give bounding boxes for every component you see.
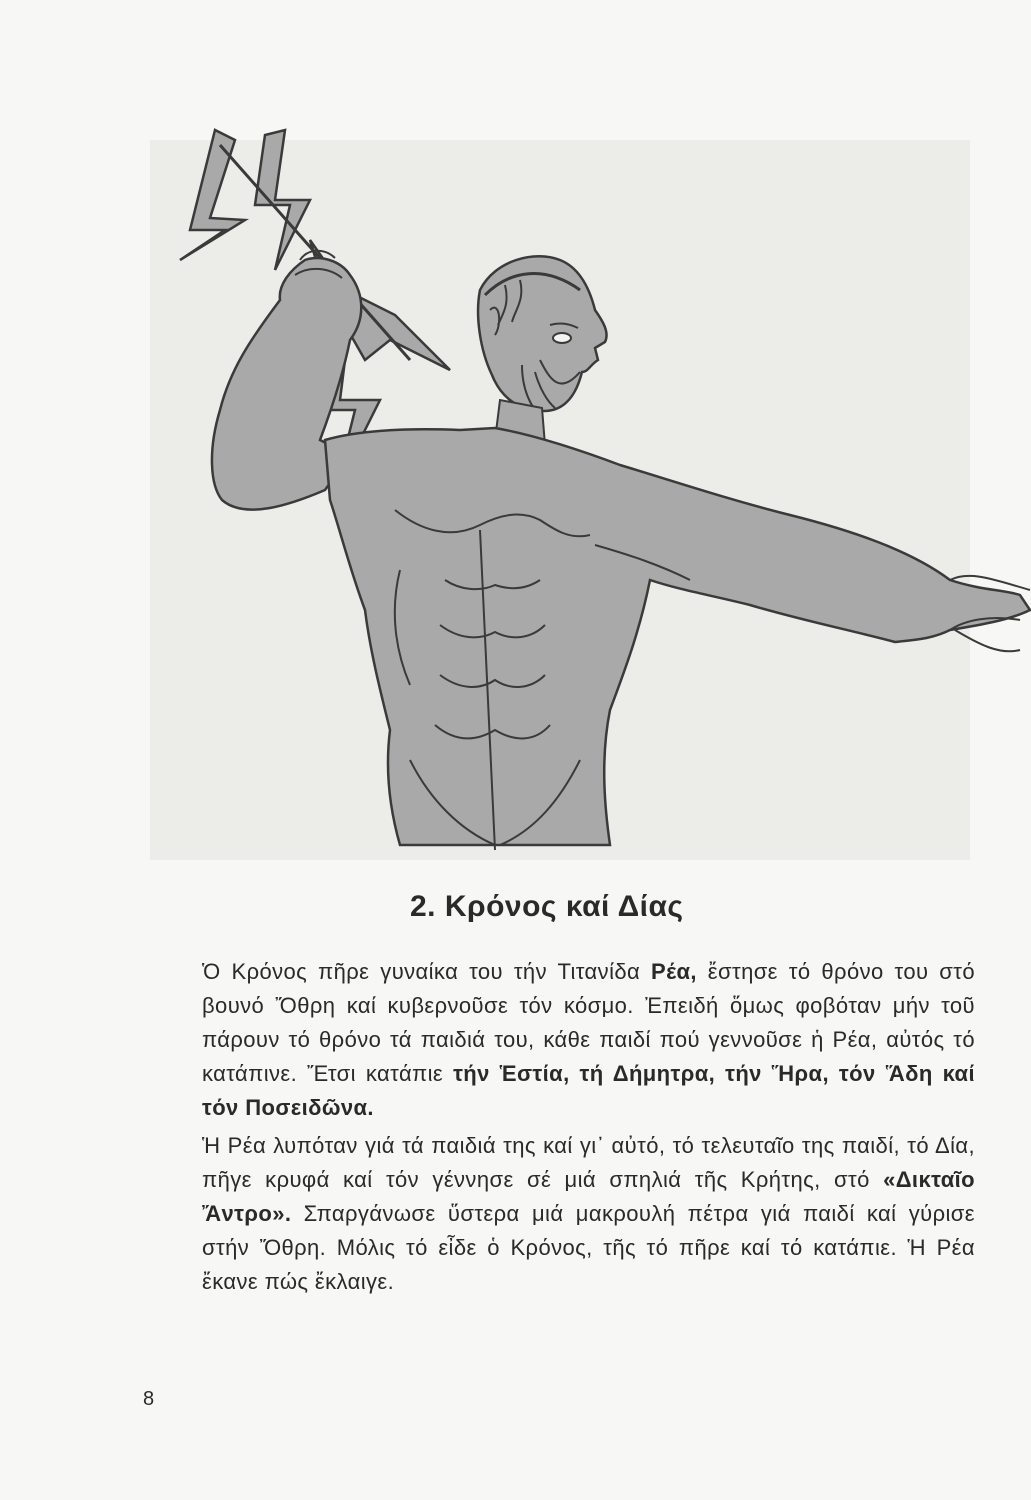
paragraph-1-bold-2: τήν Ἑστία, τή Δήμητρα, τήν Ἥρα, τόν Ἅδη καί τόν Ποσειδῶνα.: [202, 1061, 975, 1120]
paragraph-2-text-1: Ἡ Ρέα λυπόταν γιά τά παιδιά της καί γι᾿ αὐτό, τό τελευταῖο της παιδί, τό Δία, πῆγε κρυφά καί τόν γέννησε σέ μιά σπηλιά τῆς Κρήτης, στό: [202, 1133, 975, 1192]
paragraph-1: [140, 955, 975, 1125]
chapter-title: 2. Κρόνος καί Δίας: [410, 890, 684, 923]
paragraph-2-text-2: Σπαργάνωσε ὕστερα μιά μακρουλή πέτρα γιά παιδί καί γύρισε στήν Ὄθρη. Μόλις τό εἶδε ὁ Κρόνος, τῆς τό πῆρε καί τό κατάπιε. Ἡ Ρέα ἔκανε πώς ἔκλαιγε.: [202, 1201, 975, 1294]
paragraph-1-bold-1: Ρέα,: [651, 959, 697, 984]
page-number: 8: [143, 1388, 155, 1410]
paragraph-2: [140, 1129, 975, 1299]
zeus-illustration: [150, 110, 1031, 860]
body-text: [140, 955, 975, 1299]
paragraph-2-bold-1: «Δικταῖο Ἄντρο».: [202, 1167, 975, 1226]
paragraph-1-text-2: ἔστησε τό θρόνο του στό βουνό Ὄθρη καί κυβερνοῦσε τόν κόσμο. Ἐπειδή ὅμως φοβόταν μήν τοῦ πάρουν τό θρόνο τά παιδιά του, κάθε παιδί πού γεννοῦσε ἡ Ρέα, αὐτός τό κατάπινε. Ἔτσι κατάπιε: [202, 959, 976, 1086]
paragraph-1-text-1: Ὁ Κρόνος πῆρε γυναίκα του τήν Τιτανίδα: [202, 959, 652, 984]
